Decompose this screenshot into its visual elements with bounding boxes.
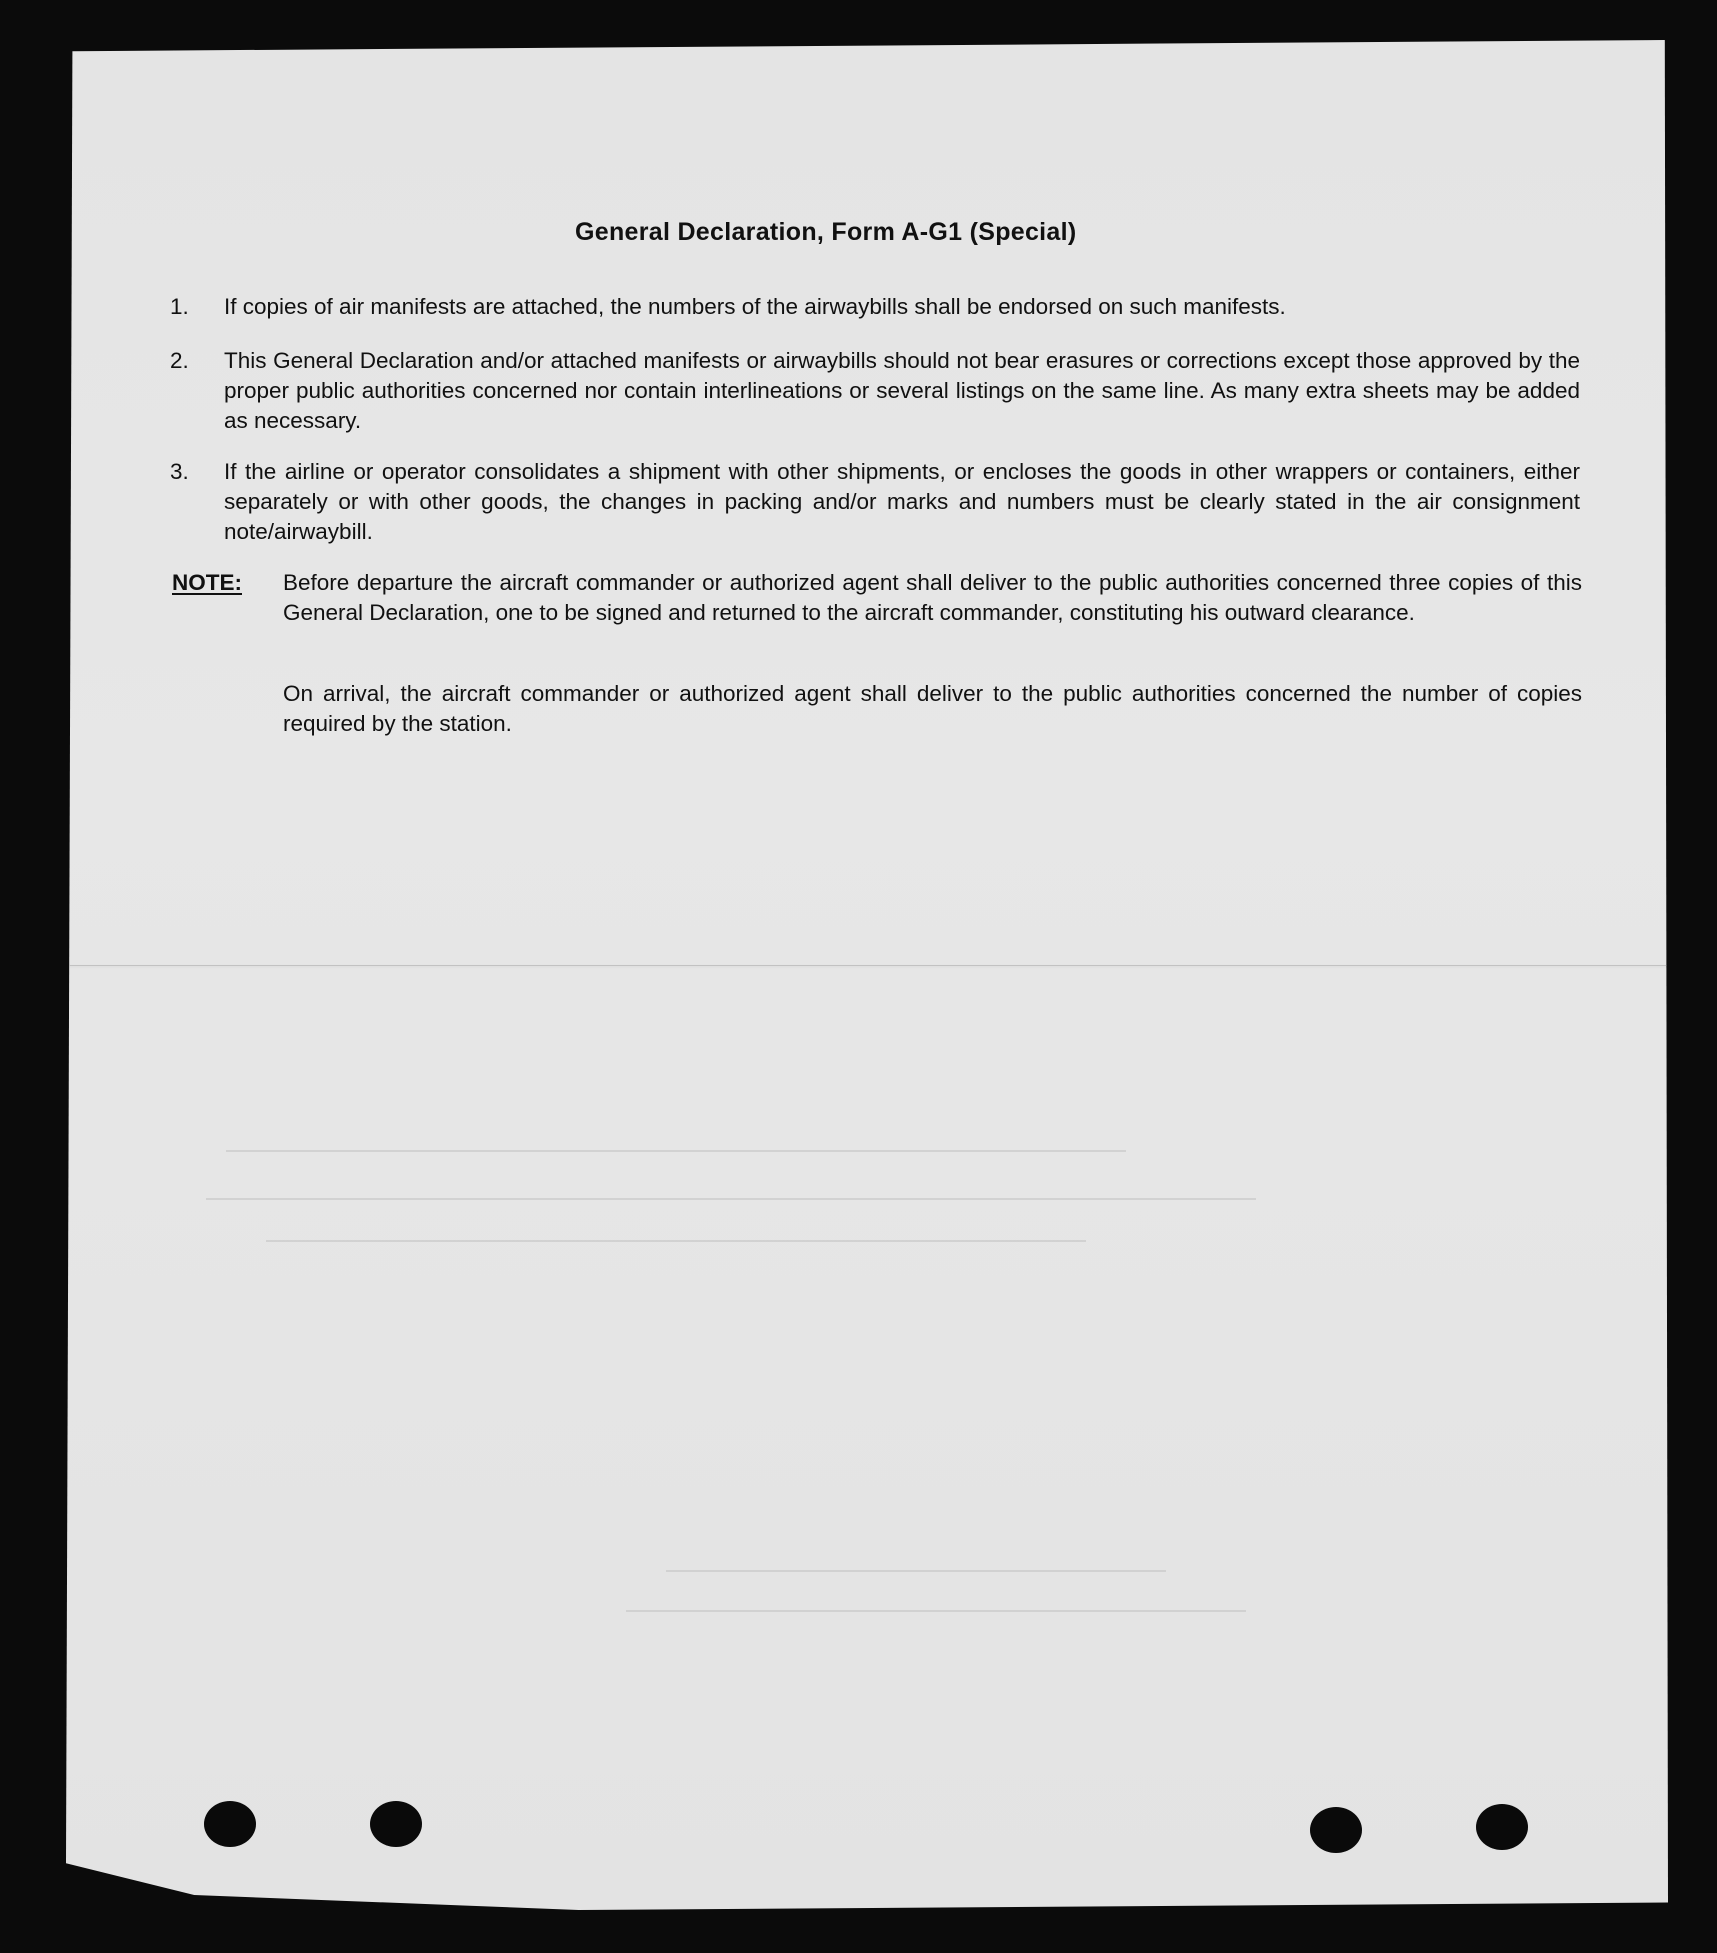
item-text: If the airline or operator consolidates a shipment with other shipments, or encloses the goods in other wrappers or containers, either separately or with other goods, the changes in packing and/or marks and numbers must be clearly stated in the air consignment note/airwaybill. [224,459,1580,544]
instruction-item [170,457,1580,547]
note-label: NOTE: [172,570,242,595]
item-number: 3. [170,459,189,484]
document-title: General Declaration, Form A-G1 (Special) [575,218,1077,246]
instruction-item [170,292,1580,322]
item-number: 2. [170,348,189,373]
note-text: Before departure the aircraft commander or authorized agent shall deliver to the public authorities concerned three copies of this General Declaration, one to be signed and returned to the aircraft commander, constituting his outward clearance. [283,570,1582,625]
item-text: This General Declaration and/or attached manifests or airwaybills should not bear erasures or corrections except those approved by the proper public authorities concerned nor contain interlineations or several listings on the same line. As many extra sheets may be added as necessary. [224,348,1580,433]
item-number: 1. [170,294,189,319]
note-block [172,568,1582,628]
arrival-paragraph: On arrival, the aircraft commander or authorized agent shall deliver to the public authorities concerned the number of copies required by the station. [283,681,1582,736]
item-text: If copies of air manifests are attached, the numbers of the airwaybills shall be endorsed on such manifests. [224,294,1286,319]
instruction-item [170,346,1580,436]
